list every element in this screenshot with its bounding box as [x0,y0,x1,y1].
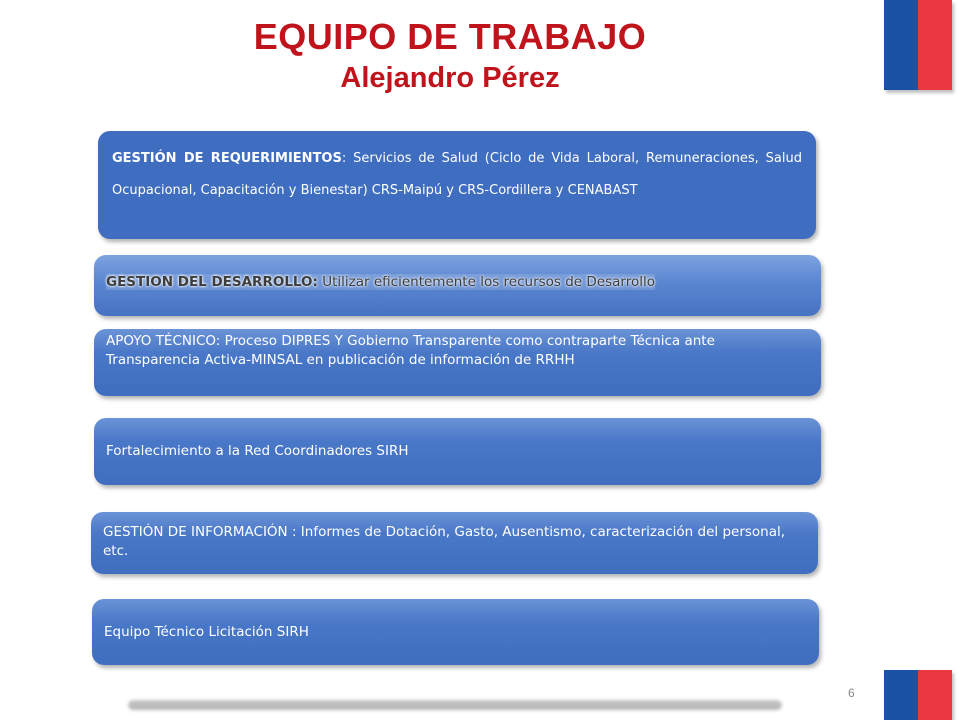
bottom-decorative-bar [128,700,782,710]
flag-red-stripe [918,0,952,90]
box-text: Utilizar eficientemente los recursos de Desarrollo [317,274,656,290]
fortalecimiento-red-box [94,418,821,485]
gestion-informacion-box [91,512,818,574]
equipo-licitacion-box [92,599,819,665]
box-heading: GESTION DEL DESARROLLO: [106,274,318,290]
flag-blue-stripe [884,670,918,720]
box-text: GESTIÓN DE INFORMACIÓN : Informes de Dotación, Gasto, Ausentismo, caracterización del personal, etc. [103,524,786,559]
box-text: APOYO TÉCNICO: Proceso DIPRES Y Gobierno Transparente como contraparte Técnica ante Transparencia Activa-MINSAL en publicación de información de RRHH [106,333,715,368]
gestion-requerimientos-box [98,131,816,239]
box-text: Equipo Técnico Licitación SIRH [104,624,309,640]
chile-flag-bottom-decoration [884,670,952,720]
flag-red-stripe [918,670,952,720]
box-text: : Servicios de Salud (Ciclo de Vida Laboral, Remuneraciones, Salud Ocupacional, Capacitación y Bienestar) CRS-Maipú y CRS-Cordillera y CENABAST [112,151,802,198]
gestion-desarrollo-box [94,255,821,316]
slide-title: EQUIPO DE TRABAJO [253,16,647,57]
box-heading: GESTIÓN DE REQUERIMIENTOS [112,151,342,166]
slide-subtitle: Alejandro Pérez [340,62,560,94]
page-number: 6 [848,686,855,700]
apoyo-tecnico-box [94,329,821,396]
chile-flag-top-decoration [884,0,952,90]
box-text: Fortalecimiento a la Red Coordinadores SIRH [106,443,409,459]
flag-blue-stripe [884,0,918,90]
